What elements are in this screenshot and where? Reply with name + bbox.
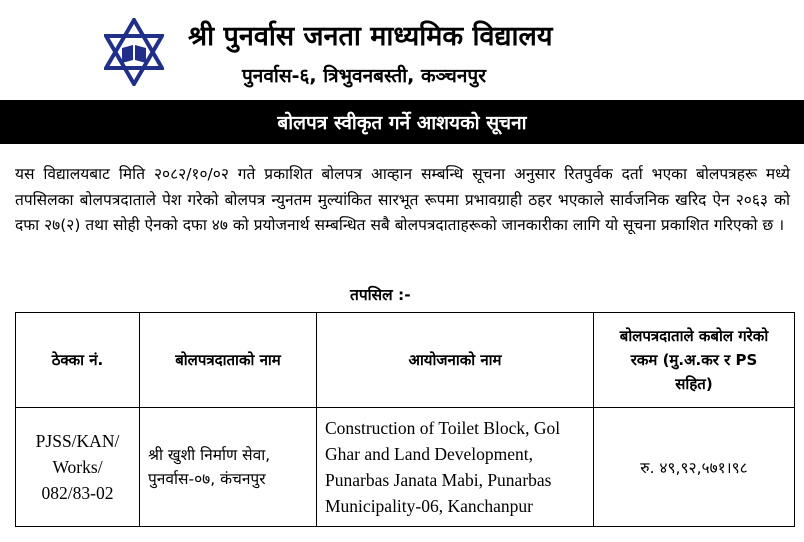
header-contract-no: ठेक्का नं.	[16, 313, 140, 408]
header-bidder-name: बोलपत्रदाताको नाम	[140, 313, 317, 408]
header-amount: बोलपत्रदाताले कबोल गरेको रकम (मु.अ.कर र PS सहित)	[594, 313, 795, 408]
details-label: तपसिल :-	[350, 286, 411, 304]
notice-title: बोलपत्र स्वीकृत गर्ने आशयको सूचना	[277, 112, 527, 134]
organization-name: श्री पुनर्वास जनता माध्यमिक विद्यालय	[188, 21, 553, 52]
table-row	[16, 408, 795, 527]
cell-bidder-name: श्री खुशी निर्माण सेवा, पुनर्वास-०७, कंचनपुर	[140, 408, 317, 527]
notice-title-banner	[0, 100, 804, 144]
organization-address: पुनर्वास-६, त्रिभुवनबस्ती, कञ्चनपुर	[242, 65, 486, 87]
school-logo-icon	[104, 18, 164, 86]
cell-amount: रु. ४९,९२,५७१।९८	[594, 408, 795, 527]
table-header-row	[16, 313, 795, 408]
cell-project-name: Construction of Toilet Block, Gol Ghar and Land Development, Punarbas Janata Mabi, Punarbas Municipality-06, Kanchanpur	[317, 408, 594, 527]
notice-body: यस विद्यालयबाट मिति २०८२/१०/०२ गते प्रकाशित बोलपत्र आव्हान सम्बन्धि सूचना अनुसार रितपुर्वक दर्ता भएका बोलपत्रहरू मध्ये तपसिलका बोलपत्रदाताले पेश गरेको बोलपत्र न्युनतम मुल्यांकित सारभूत रूपमा प्रभावग्राही ठहर भएकाले सार्वजनिक खरिद ऐन २०६३ को दफा २७(२) तथा सोही ऐनको दफा ४७ को प्रयोजनार्थ सम्बन्धित सबै बोलपत्रदाताहरूको जानकारीका लागि यो सूचना प्रकाशित गरिएको छ ।	[15, 165, 790, 234]
header-project-name: आयोजनाको नाम	[317, 313, 594, 408]
bid-details-table	[15, 312, 795, 527]
cell-contract-no: PJSS/KAN/ Works/ 082/83-02	[16, 408, 140, 527]
